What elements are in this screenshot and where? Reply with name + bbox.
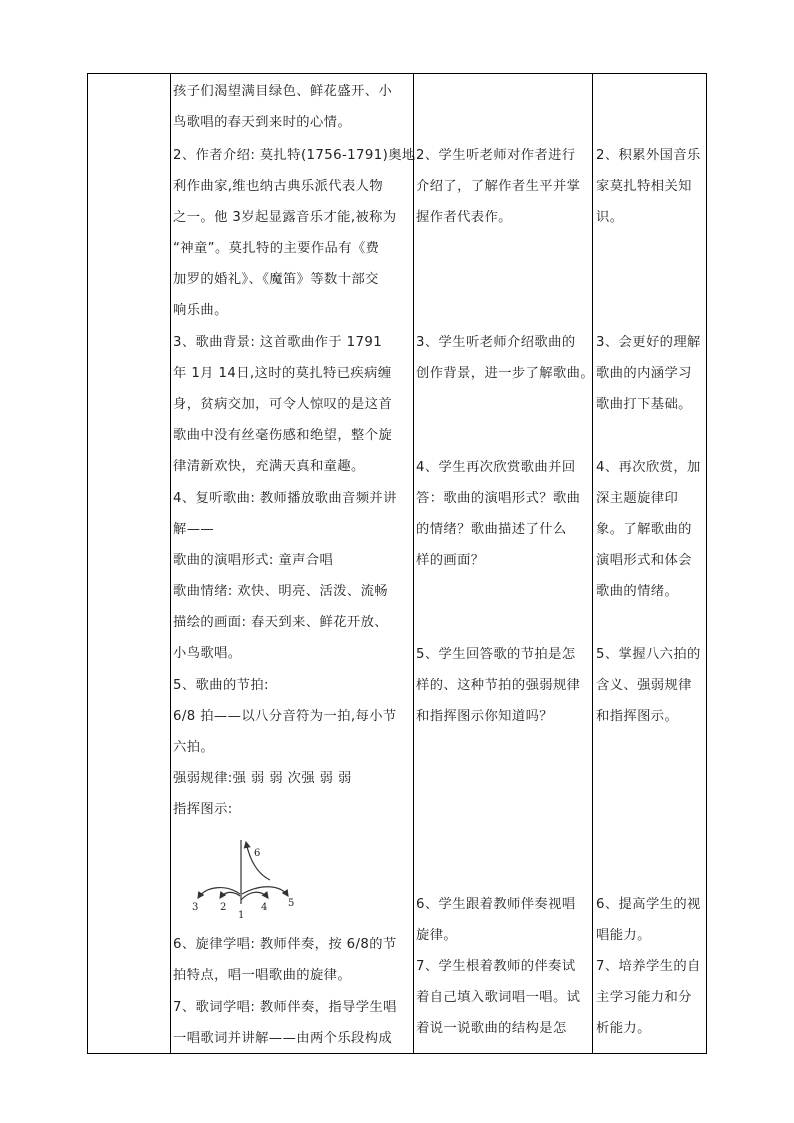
purpose-meter-text — [596, 639, 706, 732]
text-line: 年 1月 14日,这时的莫扎特已疾病缠 — [173, 366, 392, 381]
text-line: 旋律。 — [416, 928, 458, 943]
text-line: 6/8 拍——以八分音符为一拍,每小节 — [173, 709, 397, 724]
text-line: 3、歌曲背景: 这首歌曲作于 1791 — [173, 335, 383, 350]
student-composer-text — [416, 140, 592, 233]
student-meter-text — [416, 639, 592, 732]
text-line: 创作背景，进一步了解歌曲。 — [416, 366, 595, 381]
conducting-pattern-diagram — [184, 836, 304, 920]
meter-text — [173, 670, 413, 825]
text-line: 小鸟歌唱。 — [173, 646, 242, 661]
text-line: 律清新欢快，充满天真和童趣。 — [173, 459, 365, 474]
intro-tail-text — [173, 76, 413, 138]
student-lyrics-text — [416, 951, 592, 1044]
text-line: 着说一说歌曲的结构是怎 — [416, 1021, 567, 1036]
text-line: 6、提高学生的视 — [596, 897, 701, 912]
text-line: 2、学生听老师对作者进行 — [416, 148, 576, 163]
text-line: 唱能力。 — [596, 928, 651, 943]
song-background-text — [173, 327, 413, 482]
text-line: 7、培养学生的自 — [596, 959, 701, 974]
student-listen-text — [416, 452, 592, 576]
text-line: “神童”。莫扎特的主要作品有《费 — [173, 241, 380, 256]
student-melody-text — [416, 889, 592, 951]
text-line: 和指挥图示。 — [596, 709, 679, 724]
purpose-listen-text — [596, 452, 706, 607]
beat-label-3: 3 — [192, 902, 199, 913]
text-line: 强弱规律:强 弱 弱 次强 弱 弱 — [173, 771, 352, 786]
text-line: 歌曲的演唱形式: 童声合唱 — [173, 553, 334, 568]
composer-intro-text — [173, 140, 416, 326]
beat-label-5: 5 — [288, 898, 295, 909]
text-line: 着自己填入歌词唱一唱。试 — [416, 990, 581, 1005]
text-line: 指挥图示: — [173, 802, 233, 817]
text-line: 加罗的婚礼》、《魔笛》等数十部交 — [173, 272, 379, 287]
text-line: 7、学生根着教师的伴奏试 — [416, 959, 576, 974]
text-line: 歌曲情绪: 欢快、明亮、活泼、流畅 — [173, 584, 388, 599]
text-line: 一唱歌词并讲解——由两个乐段构成 — [173, 1031, 393, 1046]
beat-label-1: 1 — [238, 910, 245, 920]
text-line: 4、学生再次欣赏歌曲并回 — [416, 460, 576, 475]
text-line: 鸟歌唱的春天到来时的心情。 — [173, 115, 352, 130]
beat-label-4: 4 — [261, 902, 268, 913]
beat-label-6: 6 — [254, 848, 261, 859]
text-line: 4、复听歌曲: 教师播放歌曲音频并讲 — [173, 491, 397, 506]
text-line: 解—— — [173, 522, 215, 537]
purpose-melody-text — [596, 889, 706, 951]
text-line: 和指挥图示你知道吗？ — [416, 709, 553, 724]
text-line: 深主题旋律印 — [596, 491, 679, 506]
text-line: 象。了解歌曲的 — [596, 522, 692, 537]
relisten-text — [173, 483, 413, 669]
text-line: 描绘的画面: 春天到来、鲜花开放、 — [173, 615, 388, 630]
text-line: 利作曲家,维也纳古典乐派代表人物 — [173, 179, 384, 194]
text-line: 拍特点，唱一唱歌曲的旋律。 — [173, 968, 352, 983]
text-line: 的情绪？歌曲描述了什么 — [416, 522, 567, 537]
column-divider — [170, 74, 171, 1053]
column-divider — [592, 74, 593, 1053]
text-line: 2、积累外国音乐 — [596, 148, 701, 163]
text-line: 5、歌曲的节拍: — [173, 678, 269, 693]
text-line: 握作者代表作。 — [416, 210, 512, 225]
text-line: 六拍。 — [173, 740, 215, 755]
lyrics-learning-text — [173, 992, 413, 1054]
text-line: 演唱形式和体会 — [596, 553, 692, 568]
text-line: 身，贫病交加，可令人惊叹的是这首 — [173, 397, 393, 412]
text-line: 歌曲打下基础。 — [596, 397, 692, 412]
text-line: 介绍了，了解作者生平并掌 — [416, 179, 581, 194]
text-line: 3、会更好的理解 — [596, 335, 701, 350]
text-line: 7、歌词学唱: 教师伴奏，指导学生唱 — [173, 1000, 397, 1015]
column-divider — [413, 74, 414, 1053]
text-line: 6、学生跟着教师伴奏视唱 — [416, 897, 576, 912]
text-line: 孩子们渴望满目绿色、鲜花盛开、小 — [173, 84, 393, 99]
lesson-table — [87, 73, 707, 1054]
text-line: 之一。他 3岁起显露音乐才能,被称为 — [173, 210, 397, 225]
purpose-background-text — [596, 327, 706, 420]
text-line: 歌曲中没有丝毫伤感和绝望，整个旋 — [173, 428, 393, 443]
text-line: 歌曲的情绪。 — [596, 584, 679, 599]
text-line: 5、掌握八六拍的 — [596, 647, 701, 662]
melody-learning-text — [173, 929, 413, 991]
text-line: 3、学生听老师介绍歌曲的 — [416, 335, 576, 350]
text-line: 6、旋律学唱: 教师伴奏，按 6/8的节 — [173, 937, 397, 952]
beat-label-2: 2 — [220, 902, 227, 913]
text-line: 歌曲的内涵学习 — [596, 366, 692, 381]
beat-path-4 — [241, 892, 268, 900]
text-line: 2、作者介绍: 莫扎特(1756-1791)奥地 — [173, 148, 416, 163]
text-line: 响乐曲。 — [173, 303, 228, 318]
text-line: 样的、这种节拍的强弱规律 — [416, 678, 581, 693]
text-line: 5、学生回答歌的节拍是怎 — [416, 647, 576, 662]
text-line: 析能力。 — [596, 1021, 651, 1036]
text-line: 家莫扎特相关知 — [596, 179, 692, 194]
text-line: 主学习能力和分 — [596, 990, 692, 1005]
text-line: 答：歌曲的演唱形式？歌曲 — [416, 491, 581, 506]
purpose-composer-text — [596, 140, 706, 233]
text-line: 识。 — [596, 210, 624, 225]
student-background-text — [416, 327, 595, 389]
text-line: 样的画面？ — [416, 553, 485, 568]
text-line: 4、再次欣赏，加 — [596, 460, 701, 475]
beat-path-2 — [220, 892, 240, 898]
purpose-lyrics-text — [596, 951, 706, 1044]
text-line: 含义、强弱规律 — [596, 678, 692, 693]
